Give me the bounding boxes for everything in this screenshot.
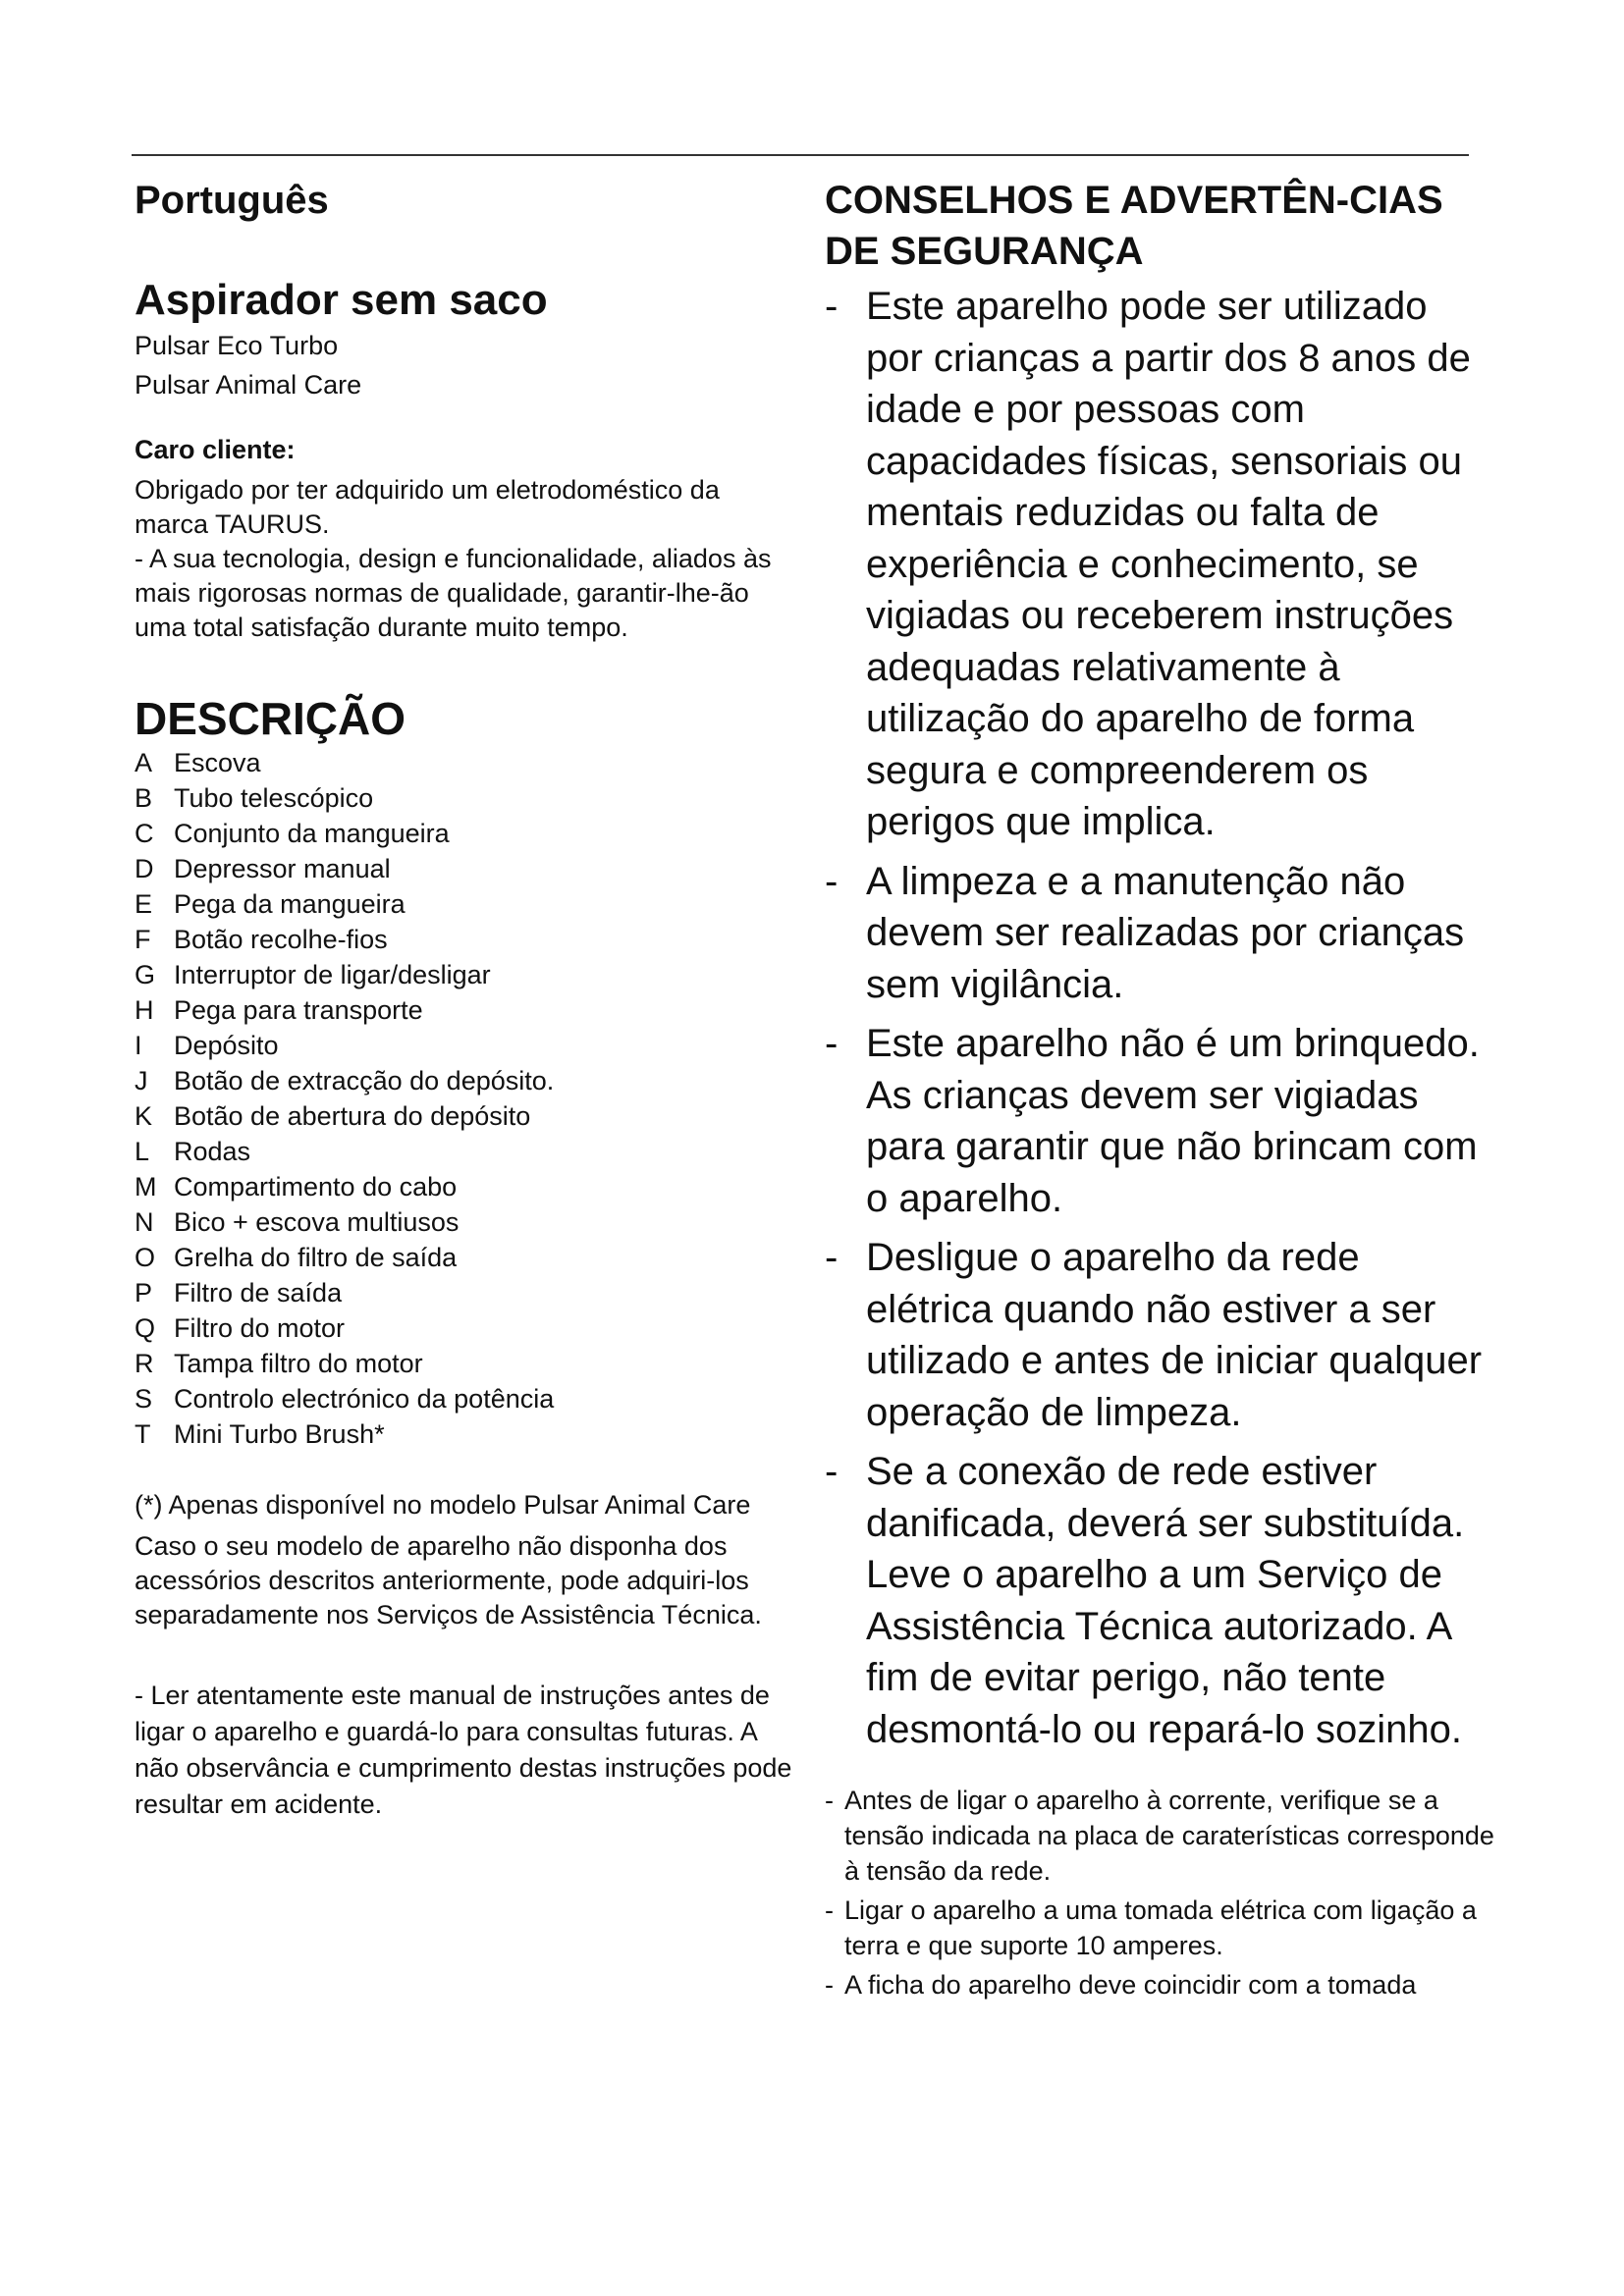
accessories-paragraph: Caso o seu modelo de aparelho não disponha dos acessórios descritos anteriormente, pode adquiri-los separadamente nos Serviços de Assistência Técnica. [135, 1531, 762, 1629]
part-label: Escova [174, 748, 261, 777]
part-letter: H [135, 995, 154, 1025]
model-name: Pulsar Eco Turbo [135, 331, 339, 360]
safety-warning-item [825, 856, 1492, 1011]
part-letter: O [135, 1243, 156, 1272]
part-letter: K [135, 1101, 153, 1131]
top-divider-line [132, 154, 1469, 156]
parts-list-item [135, 1063, 792, 1098]
safety-warning-item [825, 1446, 1492, 1755]
electrical-instruction-item [825, 1783, 1512, 1889]
part-label: Pega para transporte [174, 995, 423, 1025]
part-letter: Q [135, 1313, 156, 1343]
part-label: Tampa filtro do motor [174, 1349, 423, 1378]
list-dash: - [825, 1450, 839, 1493]
part-letter: C [135, 819, 154, 848]
part-label: Depósito [174, 1031, 279, 1060]
parts-list-item [135, 992, 792, 1028]
parts-list-item [135, 1169, 792, 1204]
list-dash: - [825, 1786, 834, 1815]
right-column [825, 175, 1492, 2006]
part-letter: S [135, 1384, 153, 1414]
part-label: Pega da mangueira [174, 889, 406, 919]
safety-warning-item [825, 281, 1492, 848]
parts-list-item [135, 1204, 792, 1240]
part-label: Tubo telescópico [174, 783, 374, 813]
safety-warning-text: Este aparelho pode ser utilizado por crianças a partir dos 8 anos de idade e por pessoas com capacidades físicas, sensoriais ou mentais reduzidas ou falta de experiência e conhecimento, se vigiadas ou receberem instruções adequadas relativamente à utilização do aparelho de forma segura e compreenderem os perigos que implica. [866, 285, 1471, 843]
electrical-instruction-text: Antes de ligar o aparelho à corrente, verifique se a tensão indicada na placa de caraterísticas corresponde à tensão da rede. [844, 1786, 1494, 1886]
parts-list-item [135, 1098, 792, 1134]
read-manual-paragraph: - Ler atentamente este manual de instruções antes de ligar o aparelho e guardá-lo para consultas futuras. A não observância e cumprimento destas instruções pode resultar em acidente. [135, 1681, 792, 1819]
safety-warning-item [825, 1018, 1492, 1224]
part-label: Grelha do filtro de saída [174, 1243, 458, 1272]
part-letter: R [135, 1349, 154, 1378]
part-label: Botão de extracção do depósito. [174, 1066, 555, 1095]
safety-warning-text: A limpeza e a manutenção não devem ser realizadas por crianças sem vigilância. [866, 859, 1465, 1006]
part-letter: T [135, 1419, 151, 1449]
part-label: Filtro de saída [174, 1278, 343, 1308]
description-heading: DESCRIÇÃO [135, 693, 406, 744]
list-dash: - [825, 859, 839, 903]
part-letter: B [135, 783, 153, 813]
safety-heading: CONSELHOS E ADVERTÊN-CIAS DE SEGURANÇA [825, 179, 1443, 273]
product-title: Aspirador sem saco [135, 276, 548, 324]
electrical-instruction-text: Ligar o aparelho a uma tomada elétrica com ligação a terra e que suporte 10 amperes. [844, 1896, 1477, 1960]
list-dash: - [825, 1022, 839, 1065]
list-dash: - [825, 1970, 834, 2000]
part-letter: M [135, 1172, 157, 1201]
parts-list-item [135, 1275, 792, 1310]
electrical-instruction-text: A ficha do aparelho deve coincidir com a tomada [844, 1970, 1417, 2000]
part-label: Bico + escova multiusos [174, 1207, 460, 1237]
parts-list-item [135, 1381, 792, 1416]
intro-paragraph: - A sua tecnologia, design e funcionalidade, aliados às mais rigorosas normas de qualidade, garantir-lhe-ão uma total satisfação durante muito tempo. [135, 544, 772, 642]
part-label: Conjunto da mangueira [174, 819, 450, 848]
availability-note: (*) Apenas disponível no modelo Pulsar Animal Care [135, 1490, 751, 1520]
part-label: Rodas [174, 1137, 251, 1166]
parts-list-item [135, 957, 792, 992]
safety-warning-item [825, 1232, 1492, 1438]
part-label: Filtro do motor [174, 1313, 346, 1343]
intro-paragraph: Obrigado por ter adquirido um eletrodoméstico da marca TAURUS. [135, 475, 720, 539]
parts-list-item [135, 1240, 792, 1275]
parts-list-item [135, 1416, 792, 1452]
parts-list-item [135, 745, 792, 780]
part-letter: G [135, 960, 156, 989]
electrical-instructions-list [825, 1783, 1492, 2002]
list-dash: - [825, 285, 839, 328]
part-label: Interruptor de ligar/desligar [174, 960, 491, 989]
parts-list-item [135, 851, 792, 886]
parts-list-item [135, 886, 792, 922]
parts-list-item [135, 1310, 792, 1346]
part-letter: A [135, 748, 153, 777]
part-letter: J [135, 1066, 148, 1095]
electrical-instruction-item [825, 1893, 1512, 1963]
language-title: Português [135, 179, 329, 222]
part-label: Botão de abertura do depósito [174, 1101, 531, 1131]
safety-warning-text: Desligue o aparelho da rede elétrica quando não estiver a ser utilizado e antes de iniciar qualquer operação de limpeza. [866, 1236, 1483, 1434]
part-letter: E [135, 889, 153, 919]
safety-warning-text: Se a conexão de rede estiver danificada, deverá ser substituída. Leve o aparelho a um Serviço de Assistência Técnica autorizado. A fim de evitar perigo, não tente desmontá-lo ou repará-lo sozinho. [866, 1450, 1465, 1751]
safety-warnings-list [825, 281, 1492, 1755]
parts-list [135, 745, 792, 1452]
list-dash: - [825, 1236, 839, 1279]
parts-list-item [135, 922, 792, 957]
part-label: Compartimento do cabo [174, 1172, 458, 1201]
left-column [135, 175, 792, 1823]
safety-warning-text: Este aparelho não é um brinquedo. As crianças devem ser vigiadas para garantir que não brincam com o aparelho. [866, 1022, 1480, 1220]
part-letter: P [135, 1278, 153, 1308]
part-letter: D [135, 854, 154, 883]
parts-list-item [135, 1346, 792, 1381]
dear-customer-label: Caro cliente: [135, 435, 296, 464]
list-dash: - [825, 1896, 834, 1925]
parts-list-item [135, 1028, 792, 1063]
part-label: Botão recolhe-fios [174, 925, 388, 954]
part-label: Mini Turbo Brush* [174, 1419, 385, 1449]
electrical-instruction-item [825, 1967, 1512, 2002]
part-letter: I [135, 1031, 142, 1060]
part-label: Depressor manual [174, 854, 391, 883]
part-label: Controlo electrónico da potência [174, 1384, 555, 1414]
parts-list-item [135, 780, 792, 816]
part-letter: N [135, 1207, 154, 1237]
parts-list-item [135, 1134, 792, 1169]
model-name: Pulsar Animal Care [135, 370, 362, 400]
part-letter: F [135, 925, 151, 954]
parts-list-item [135, 816, 792, 851]
part-letter: L [135, 1137, 150, 1166]
